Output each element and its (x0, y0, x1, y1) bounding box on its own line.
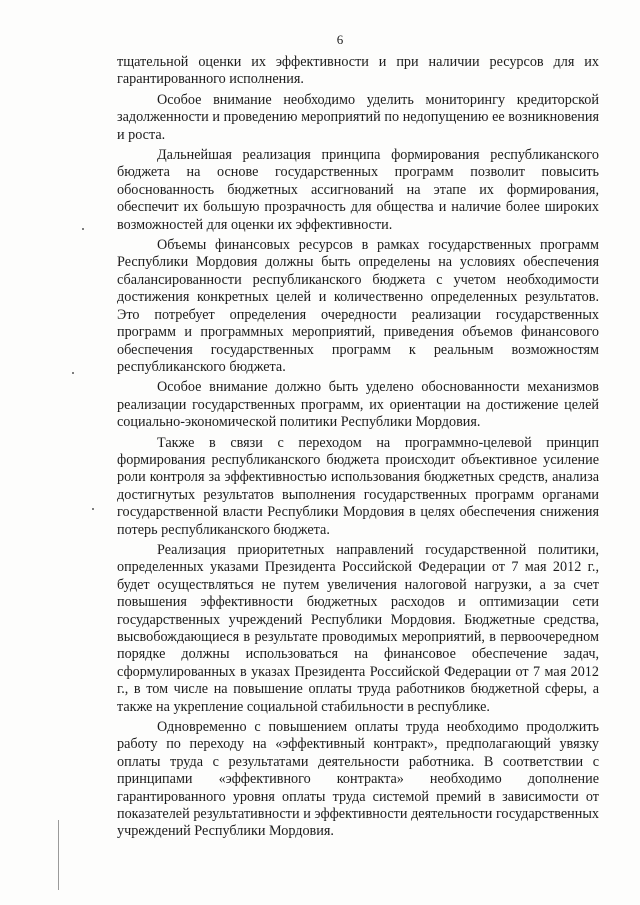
paragraph-implementation-mechanisms: Особое внимание должно быть уделено обоснованности механизмов реализации государственных программ, их ориентации на достижение целей социально-экономической политики Республики Мордовия. (117, 379, 599, 431)
paragraph-budget-principle: Дальнейшая реализация принципа формирования республиканского бюджета на основе государственных программ позволит повысить обоснованность бюджетных ассигнований на этапе их формирования, обеспечит их большую прозрачность для общества и наличие более широких возможностей для оценки их эффективности. (117, 147, 599, 233)
page-number: 6 (336, 32, 344, 47)
paragraph-1-continuation: тщательной оценки их эффективности и при наличии ресурсов для их гарантированного исполнения. (117, 54, 599, 88)
scan-speck (72, 372, 74, 374)
scan-edge-line (58, 820, 59, 890)
paragraph-effective-contract: Одновременно с повышением оплаты труда необходимо продолжить работу по переходу на «эффективный контракт», предполагающий увязку оплаты труда с результатами деятельности работника. В соответствии с принципами «эффективного контракта» необходимо дополнение гарантированного уровня оплаты труда системой премий в зависимости от показателей результативности и эффективности деятельности государственных учреждений Республики Мордовия. (117, 719, 599, 840)
paragraph-financial-resources: Объемы финансовых ресурсов в рамках государственных программ Республики Мордовия должны быть определены на условиях обеспечения сбалансированности республиканского бюджета с учетом необходимости достижения конкретных целей и количественно определенных результатов. Это потребует определения очередности реализации государственных программ и программных мероприятий, приведения объемов финансового обеспечения государственных программ к реальным возможностям республиканского бюджета. (117, 237, 599, 375)
paragraph-priority-directions: Реализация приоритетных направлений государственной политики, определенных указами Президента Российской Федерации от 7 мая 2012 г., будет осуществляться не путем увеличения налоговой нагрузки, а за счет повышения эффективности бюджетных расходов и оптимизации сети государственных учреждений Республики Мордовия. Бюджетные средства, высвобождающиеся в результате проводимых мероприятий, в первоочередном порядке должны использоваться на финансовое обеспечение задач, сформулированных в указах Президента Российской Федерации от 7 мая 2012 г., в том числе на повышение оплаты труда работников бюджетной сферы, а также на укрепление социальной стабильности в республике. (117, 541, 599, 715)
paragraph-creditor-debt: Особое внимание необходимо уделить мониторингу кредиторской задолженности и проведению мероприятий по недопущению ее возникновения и роста. (117, 91, 599, 143)
scan-speck (82, 228, 84, 230)
scan-speck (92, 508, 94, 510)
paragraph-control: Также в связи с переходом на программно-целевой принцип формирования республиканского бюджета происходит объективное усиление роли контроля за эффективностью использования бюджетных средств, анализа достигнутых результатов выполнения государственных программ органами государственной власти Республики Мордовия в целях обеспечения снижения потерь республиканского бюджета. (117, 434, 599, 538)
document-body (117, 54, 599, 844)
